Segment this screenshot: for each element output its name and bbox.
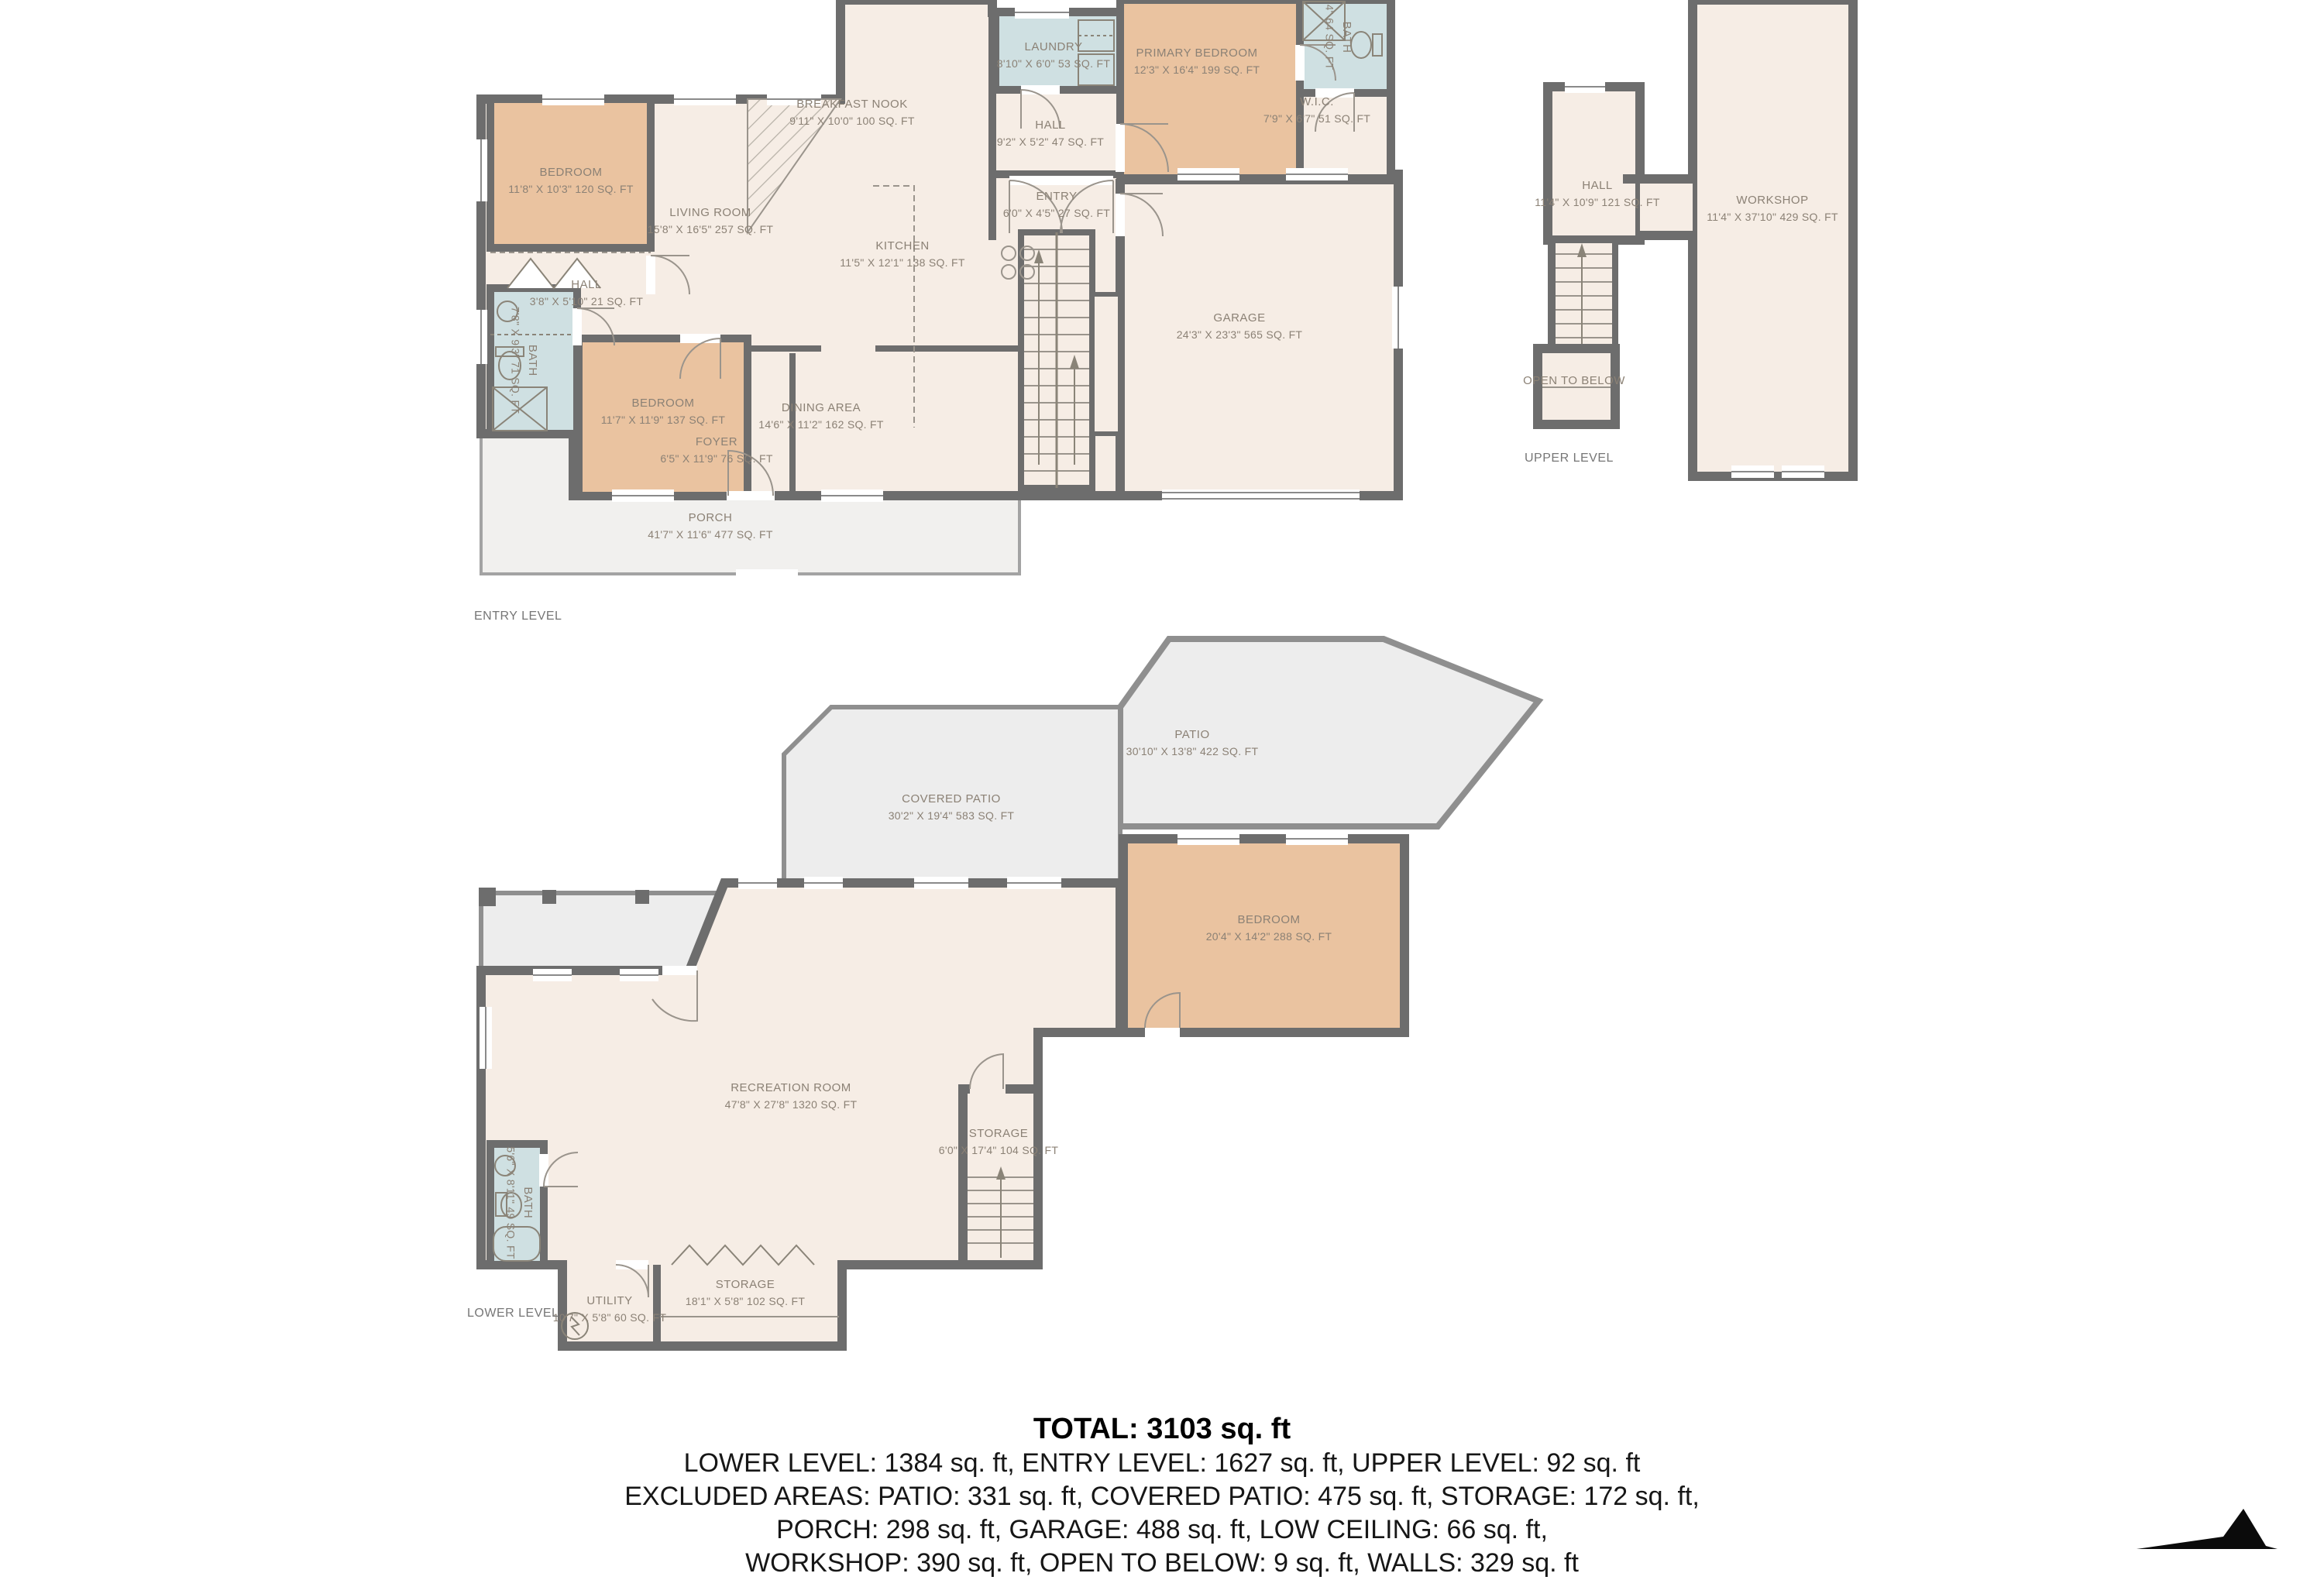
total-area-text: TOTAL: 3103 sq. ft: [1033, 1413, 1291, 1445]
upper-hall-room: [1548, 87, 1640, 240]
wic-label: W.I.C. 7'9" X 6'7" 51 SQ. FT: [1263, 94, 1371, 125]
laundry-label: LAUNDRY 8'10" X 6'0" 53 SQ. FT: [996, 40, 1111, 70]
patio-label: PATIO 30'10" X 13'8" 422 SQ. FT: [1126, 727, 1259, 757]
kitchen-label: KITCHEN 11'5" X 12'1" 138 SQ. FT: [840, 239, 965, 269]
lower-level-label: LOWER LEVEL: [467, 1307, 559, 1320]
primary-bedroom-label: PRIMARY BEDROOM 12'3" X 16'4" 199 SQ. FT: [1133, 46, 1260, 76]
bath-left-label: BATH 7'8" X 9'3" 71 SQ. FT: [509, 306, 539, 414]
excluded-areas-text-3: WORKSHOP: 390 sq. ft, OPEN TO BELOW: 9 sq. ft, WALLS: 329 sq. ft: [745, 1548, 1579, 1578]
recreation-room-label: RECREATION ROOM 47'8" X 27'8" 1320 SQ. FT: [724, 1080, 858, 1111]
storage-side-label: STORAGE 6'0" X 17'4" 104 SQ. FT: [938, 1126, 1059, 1156]
entry-hall-label: ENTRY 6'0" X 4'5" 27 SQ. FT: [1002, 189, 1111, 219]
workshop-room: [1693, 0, 1853, 476]
hall-small-label: HALL 3'8" X 5'10" 21 SQ. FT: [529, 277, 644, 307]
bedroom2-label: BEDROOM 11'7" X 11'9" 137 SQ. FT: [600, 396, 726, 426]
hall-top-label: HALL 9'2" X 5'2" 47 SQ. FT: [996, 118, 1105, 148]
living-room-label: LIVING ROOM 15'8" X 16'5" 257 SQ. FT: [647, 205, 774, 235]
garage-label: GARAGE 24'3" X 23'3" 565 SQ. FT: [1176, 311, 1303, 341]
porch-label: PORCH 41'7" X 11'6" 477 SQ. FT: [648, 510, 773, 541]
breakfast-nook-label: BREAKFAST NOOK 9'11" X 10'0" 100 SQ. FT: [789, 97, 915, 127]
open-to-below-label: OPEN TO BELOW: [1523, 374, 1625, 388]
excluded-areas-text-2: PORCH: 298 sq. ft, GARAGE: 488 sq. ft, LOW CEILING: 66 sq. ft,: [776, 1515, 1548, 1544]
storage-bottom-label: STORAGE 18'1" X 5'8" 102 SQ. FT: [685, 1277, 806, 1307]
excluded-areas-text-1: EXCLUDED AREAS: PATIO: 331 sq. ft, COVERED PATIO: 475 sq. ft, STORAGE: 172 sq. ft,: [624, 1482, 1700, 1511]
upper-level-plan: [1538, 0, 1853, 478]
area-summary: [0, 1411, 2324, 1580]
bedroom1-label: BEDROOM 11'8" X 10'3" 120 SQ. FT: [508, 165, 634, 195]
entry-level-label: ENTRY LEVEL: [474, 610, 562, 623]
primary-bedroom-room: [1120, 0, 1300, 180]
levels-area-text: LOWER LEVEL: 1384 sq. ft, ENTRY LEVEL: 1627 sq. ft, UPPER LEVEL: 92 sq. ft: [683, 1448, 1641, 1478]
utility-label: UTILITY 10'7" X 5'8" 60 SQ. FT: [552, 1293, 667, 1324]
lower-bedroom-label: BEDROOM 20'4" X 14'2" 288 SQ. FT: [1205, 912, 1332, 943]
dining-label: DINING AREA 14'6" X 11'2" 162 SQ. FT: [758, 400, 884, 431]
foyer-label: FOYER 6'5" X 11'9" 76 SQ. FT: [660, 434, 773, 465]
workshop-label: WORKSHOP 11'4" X 37'10" 429 SQ. FT: [1707, 193, 1838, 223]
covered-patio-label: COVERED PATIO 30'2" X 19'4" 583 SQ. FT: [888, 792, 1015, 822]
upper-stairs: [1552, 240, 1615, 356]
upper-level-label: UPPER LEVEL: [1525, 452, 1614, 465]
upper-hall-label: HALL 11'4" X 10'9" 121 SQ. FT: [1535, 178, 1660, 208]
lower-bath-label: BATH 5'6" X 8'11" 49 SQ. FT: [504, 1146, 535, 1259]
bath-top-label: BATH 4" 64 SQ. FT: [1323, 4, 1353, 70]
lower-level-plan: [479, 639, 1538, 1346]
